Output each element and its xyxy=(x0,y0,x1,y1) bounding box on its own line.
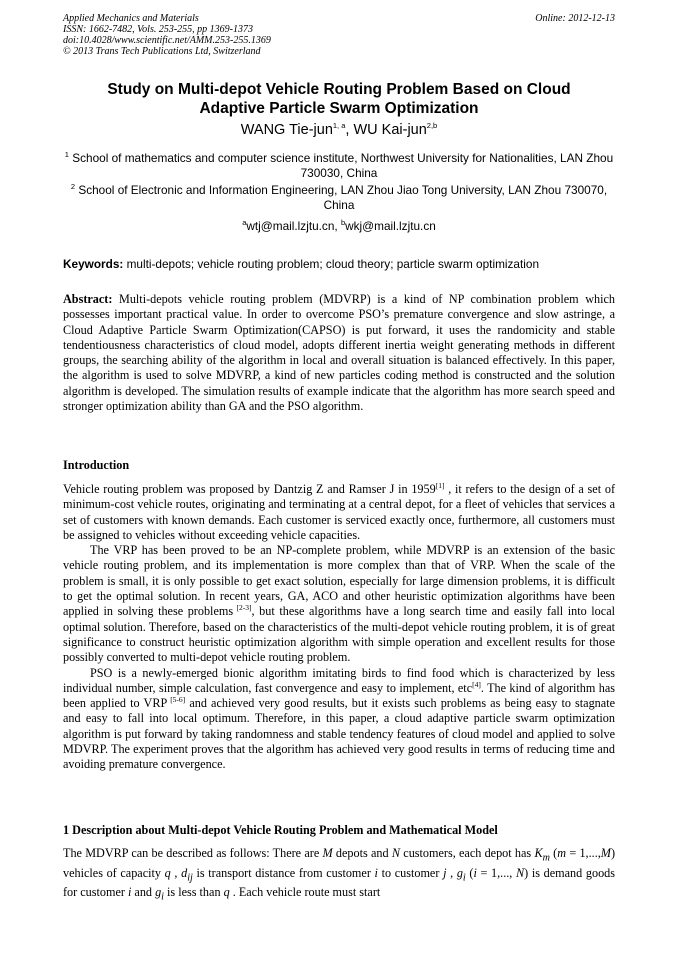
var-d: d xyxy=(181,865,188,880)
s1-text: and xyxy=(131,885,156,900)
author-emails xyxy=(63,219,615,234)
affiliation-1 xyxy=(63,151,615,181)
citation-2-3: [2-3] xyxy=(233,603,252,613)
author-2-name: WU Kai-jun xyxy=(353,122,427,138)
intro-p3-text-cont: . The kind of algorithm has been applied to VRP xyxy=(63,680,615,711)
abstract-text: Multi-depots vehicle routing problem (MDVRP) is a kind of NP combination problem which possesses important practical value. In order to overcome PSO’s premature convergence and slow astringe, a Cloud Adaptive Particle Swarm Optimization(CAPSO) is put forward, it uses the randomicity and stable tendentiousness characteristics of cloud model, adopts different inertia weight generating methods in different groups, the searching ability of the algorithm in local and overall situation is balanced effectively. In this paper, the algorithm is used to solve MDVRP, a kind of new particles coding method is constructed and the solution algorithm is developed. The simulation results of example indicate that the algorithm has more search speed and stronger optimization ability than GA and the PSO algorithm. xyxy=(63,292,615,414)
keywords-label: Keywords: xyxy=(63,257,124,271)
citation-4: [4] xyxy=(472,679,481,689)
introduction-body xyxy=(63,482,615,773)
s1-text: ) is demand goods for customer xyxy=(63,865,616,900)
var-N: N xyxy=(516,865,525,880)
var-K: K xyxy=(534,846,543,860)
abstract-label: Abstract: xyxy=(63,292,113,306)
author-separator: , xyxy=(345,122,354,138)
email-b: wkj@mail.lzjtu.cn xyxy=(345,219,436,233)
s1-text: , xyxy=(170,865,182,880)
var-M: M xyxy=(600,846,611,860)
intro-paragraph-3 xyxy=(63,666,615,773)
s1-text: depots and xyxy=(332,846,392,860)
issn: ISSN: 1662-7482, Vols. 253-255, pp 1369-1373 xyxy=(63,24,253,35)
section-heading-introduction: Introduction xyxy=(63,458,130,472)
doi: doi:10.4028/www.scientific.net/AMM.253-255.1369 xyxy=(63,35,271,46)
section-heading-1: 1 Description about Multi-depot Vehicle Routing Problem and Mathematical Model xyxy=(63,823,498,837)
s1-text: is less than xyxy=(164,885,224,900)
s1-text: The MDVRP can be described as follows: There are xyxy=(63,846,323,860)
var-m: m xyxy=(557,846,567,860)
var-N: N xyxy=(391,846,401,860)
s1-text: = 1,..., xyxy=(476,865,517,880)
intro-p3-text: PSO is a newly-emerged bionic algorithm imitating birds to find food which is characterized by less individual number, simple calculation, fast convergence and easy to implement, etc xyxy=(63,665,615,695)
affiliation-1-number: 1 xyxy=(64,150,69,160)
s1-text: , xyxy=(446,865,457,880)
author-2-affil: 2,b xyxy=(426,121,438,131)
copyright: © 2013 Trans Tech Publications Ltd, Switzerland xyxy=(63,46,261,57)
var-i: i xyxy=(127,885,132,900)
var-q: q xyxy=(164,865,171,880)
citation-5-6: [5-6] xyxy=(167,695,186,705)
s1-text: ( xyxy=(465,865,474,880)
var-g: g xyxy=(456,865,463,880)
email-a-marker: a xyxy=(242,218,247,228)
s1-text: is transport distance from customer xyxy=(192,865,375,880)
s1-text: ( xyxy=(549,846,558,860)
s1-text: . Each vehicle route must start xyxy=(229,885,381,900)
section-1-paragraph xyxy=(63,846,615,905)
var-g-subscript: i xyxy=(161,891,164,903)
var-K-subscript: m xyxy=(542,852,550,864)
email-separator: , xyxy=(334,219,341,233)
var-g-subscript: i xyxy=(462,872,466,884)
affiliation-1-text: School of mathematics and computer science institute, Northwest University for Nationalities, LAN Zhou 730030, China xyxy=(68,151,614,180)
s1-text: = 1,..., xyxy=(566,846,601,860)
var-i: i xyxy=(374,865,378,880)
keywords xyxy=(63,257,615,272)
section-1-body xyxy=(63,846,615,905)
author-1-name: WANG Tie-jun xyxy=(240,122,333,138)
var-i: i xyxy=(473,865,477,880)
var-j: j xyxy=(443,865,447,880)
var-g: g xyxy=(155,885,162,900)
s1-text: customers, each depot has xyxy=(400,846,535,860)
online-date: Online: 2012-12-13 xyxy=(535,13,615,24)
intro-p1-text-cont: , it refers to the design of a set of minimum-cost vehicle routes, originating and terminating at a central depot, for a fleet of vehicles that services a set of customers with known demands. Each customer is serviced exactly once, furthermore, all customers must be assigned to vehicles without exceeding vehicle capacities. xyxy=(63,482,616,542)
journal-header xyxy=(63,13,443,57)
affiliation-2-number: 2 xyxy=(70,182,76,192)
abstract xyxy=(63,292,615,414)
affiliation-2 xyxy=(63,183,615,213)
var-d-subscript: ij xyxy=(187,872,193,884)
title-line-2: Adaptive Particle Swarm Optimization xyxy=(199,100,479,117)
paper-title xyxy=(63,80,615,118)
intro-p3-text-end: and achieved very good results, but it exists such problems as being easy to stagnate and easy to fall into local optimum. Therefore, in this paper, a cloud adaptive particle swarm optimization algorithm is put forward by taking randomness and stable tendency features of cloud model and applied to solve MDVRP. The experiment proves that the algorithm has achieved very good results in terms of reducing time and avoiding premature convergence. xyxy=(63,696,615,772)
var-q: q xyxy=(223,885,230,900)
email-b-marker: b xyxy=(340,218,346,228)
intro-paragraph-1 xyxy=(63,482,615,543)
author-list xyxy=(63,121,615,139)
intro-paragraph-2 xyxy=(63,543,615,665)
email-a: wtj@mail.lzjtu.cn xyxy=(246,219,335,233)
abstract-paragraph xyxy=(63,292,615,414)
var-M: M xyxy=(322,846,333,860)
intro-p2-text: The VRP has been proved to be an NP-complete problem, while MDVRP is an extension of the basic vehicle routing problem, and its implementation is more complex than that of VRP. When the scale of the problem is small, it is only possible to get exact solution, especially for large dimension problems, it is difficult to get the optimal solution. In recent years, GA, ACO and other heuristic optimization algorithms have been applied in solving these problems xyxy=(63,543,615,619)
journal-name: Applied Mechanics and Materials xyxy=(63,13,199,24)
affiliation-2-text: School of Electronic and Information Engineering, LAN Zhou Jiao Tong University, LAN Zhou 730070, China xyxy=(75,183,608,212)
intro-p1-text: Vehicle routing problem was proposed by Dantzig Z and Ramser J in 1959 xyxy=(63,482,436,496)
citation-1: [1] xyxy=(435,480,445,490)
author-1-affil: 1, a xyxy=(332,121,346,131)
keywords-text: multi-depots; vehicle routing problem; cloud theory; particle swarm optimization xyxy=(123,257,540,271)
s1-text: ) vehicles of capacity xyxy=(63,846,616,880)
intro-p2-text-cont: , but these algorithms have a long search time and easily fall into local optimal solution. Therefore, based on the characteristics of the multi-depot vehicle routing problem, it is of great significance to construct heuristic optimization algorithm with simple operation and excellent results for those possibly converted to multi-depot vehicle routing problem. xyxy=(63,604,615,665)
s1-text: to customer xyxy=(377,865,444,880)
title-line-1: Study on Multi-depot Vehicle Routing Problem Based on Cloud xyxy=(107,81,571,98)
